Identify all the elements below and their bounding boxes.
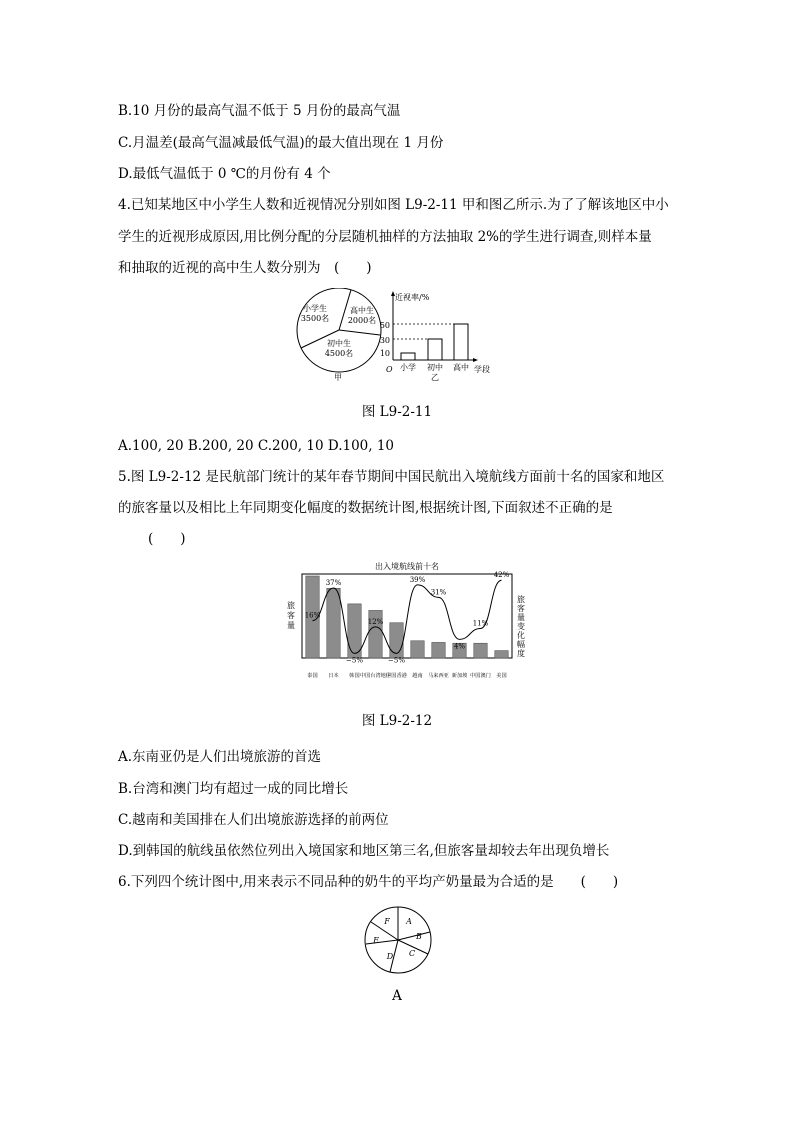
option-a-caption: A (392, 988, 402, 1004)
category-label: 美国 (496, 673, 507, 679)
category-label: 中国台湾地区 (359, 673, 392, 679)
figure-l9-2-11 (292, 288, 512, 388)
x-tick-middle: 初中 (427, 363, 443, 372)
option-a-pie-figure (362, 904, 434, 976)
change-label: 37% (325, 579, 342, 587)
y-axis-label-right (517, 594, 525, 658)
y2label-char: 度 (517, 649, 525, 658)
slice-label-e: E (373, 936, 379, 945)
pie-count-high: 2000名 (347, 316, 377, 325)
bar-primary (401, 353, 415, 360)
bar (390, 623, 403, 658)
change-label: 16% (304, 611, 321, 620)
category-label: 日本 (328, 673, 339, 679)
q3-option-d: D.最低气温低于 0 ℃的月份有 4 个 (118, 166, 331, 182)
q5-text-line-1: 5.图 L9-2-12 是民航部门统计的某年春节期间中国民航出入境航线方面前十名的国家和地区 (118, 469, 665, 485)
q5-option-c: C.越南和美国排在人们出境旅游选择的前两位 (118, 812, 389, 828)
change-label: 39% (409, 575, 426, 584)
q3-option-c: C.月温差(最高气温减最低气温)的最大值出现在 1 月份 (118, 135, 444, 151)
change-label: −5% (388, 656, 405, 665)
pie-chart (297, 288, 381, 382)
change-line (313, 580, 502, 653)
bar (495, 651, 508, 658)
slice-label-c: C (408, 949, 416, 958)
ylabel-char: 客 (287, 611, 295, 620)
figure-l9-2-12 (282, 558, 532, 683)
q4-text-line-1: 4.已知某地区中小学生人数和近视情况分别如图 L9-2-11 甲和图乙所示.为了了解该地区中小 (118, 197, 669, 213)
bar-middle (428, 339, 442, 360)
category-label: 越南 (412, 673, 423, 679)
x-axis-label: 学段 (474, 365, 490, 374)
slice-label-f: F (384, 917, 390, 926)
q4-options: A.100, 20 B.200, 20 C.200, 10 D.100, 10 (118, 438, 395, 454)
q5-option-d: D.到韩国的航线虽依然位列出入境国家和地区第三名,但旅客量却较去年出现负增长 (118, 843, 610, 859)
figure-caption-l9-2-12: 图 L9-2-12 (361, 713, 433, 729)
myopia-bar-chart (380, 291, 490, 382)
y2label-char: 旅 (517, 595, 525, 604)
pie-label-primary: 小学生 (303, 304, 327, 313)
y2label-char: 化 (517, 631, 525, 640)
category-label: 马来西亚 (428, 673, 449, 679)
q3-option-b: B.10 月份的最高气温不低于 5 月份的最高气温 (118, 103, 401, 119)
q5-option-b: B.台湾和澳门均有超过一成的同比增长 (118, 781, 349, 797)
category-label: 中国澳门 (470, 673, 491, 679)
change-label: 31% (430, 588, 447, 597)
change-label: 11% (472, 619, 489, 628)
slice-label-d: D (386, 952, 394, 961)
category-label: 泰国 (307, 673, 318, 679)
figure-caption-l9-2-11: 图 L9-2-11 (361, 404, 433, 420)
y2label-char: 客 (517, 604, 525, 613)
y2label-char: 量 (517, 613, 525, 622)
pie-count-primary: 3500名 (300, 314, 330, 323)
pie-caption: 甲 (334, 373, 342, 382)
change-label: 4% (453, 642, 466, 651)
x-tick-high: 高中 (453, 363, 469, 372)
category-label: 中国香港 (386, 673, 407, 679)
y2label-char: 变 (517, 622, 525, 631)
category-labels (307, 671, 506, 679)
x-tick-primary: 小学 (400, 363, 416, 372)
chart-title: 出入境航线前十名 (375, 562, 439, 571)
bar (474, 643, 487, 658)
pie-count-middle: 4500名 (324, 349, 354, 358)
y-axis-label-left (287, 600, 295, 630)
bar (327, 588, 340, 658)
y-tick-30: 30 (379, 336, 390, 345)
y2label-char: 幅 (517, 640, 525, 649)
pie-label-high: 高中生 (350, 306, 374, 315)
bar (348, 604, 361, 658)
y-tick-10: 10 (379, 349, 390, 358)
bar-chart-caption: 乙 (431, 373, 439, 382)
q5-answer-paren: ( ) (148, 531, 186, 547)
q4-text-line-3: 和抽取的近视的高中生人数分别为 ( ) (118, 260, 372, 276)
change-line-series (313, 580, 502, 653)
y-axis-label: 近视率/% (395, 293, 430, 302)
slice-label-b: B (416, 932, 422, 941)
ylabel-char: 旅 (287, 601, 295, 610)
change-label: −5% (346, 656, 363, 665)
bar-high (454, 324, 468, 360)
change-label: 12% (367, 617, 384, 626)
change-label: 42% (493, 571, 510, 580)
slice-label-a: A (406, 917, 412, 926)
category-label: 新加坡 (451, 673, 468, 679)
q5-text-line-2: 的旅客量以及相比上年同期变化幅度的数据统计图,根据统计图,下面叙述不正确的是 (118, 500, 613, 516)
q5-option-a: A.东南亚仍是人们出境旅游的首选 (118, 749, 322, 765)
q4-text-line-2: 学生的近视形成原因,用比例分配的分层随机抽样的方法抽取 2%的学生进行调查,则样本量 (118, 229, 652, 245)
bar (411, 641, 424, 658)
origin-label: O (386, 365, 393, 374)
pie-label-middle: 初中生 (327, 339, 351, 348)
bar (432, 642, 445, 658)
category-label: 韩国 (349, 673, 360, 679)
ylabel-char: 量 (287, 621, 295, 630)
q6-text: 6.下列四个统计图中,用来表示不同品种的奶牛的平均产奶量最为合适的是 ( ) (118, 874, 619, 890)
y-tick-50: 50 (379, 321, 390, 330)
